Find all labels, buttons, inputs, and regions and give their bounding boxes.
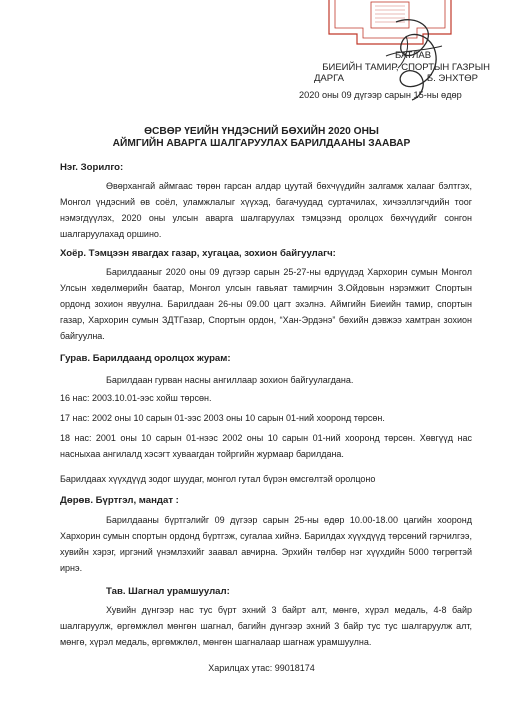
approval-date: 2020 оны 09 дүгээр сарын 15-ны өдөр xyxy=(299,90,462,100)
clothing-rule: Барилдаах хүүхдүүд зодог шуудаг, монгол гутал бүрэн өмсгөлтэй оролцоно xyxy=(60,474,376,484)
approval-heading: БАТЛАВ xyxy=(394,50,432,61)
document-title-line-1: ӨСВӨР ҮЕИЙН ҮНДЭСНИЙ БӨХИЙН 2020 ОНЫ xyxy=(144,126,379,137)
approval-position: ДАРГА xyxy=(314,73,344,84)
section-1-heading: Нэг. Зорилго: xyxy=(60,162,124,173)
section-2-heading: Хоёр. Тэмцээн явагдах газар, хугацаа, зохион байгуулагч: xyxy=(60,248,336,259)
section-2-paragraph: Барилдааныг 2020 оны 09 дүгээр сарын 25-27-ны өдрүүдэд Хархорин сумын Монгол Улсын хөдөлмөрийн баатар, Монгол улсын гавьяат тамирчин З.Ойдовын нэрэмжит Спортын ордонд зохион явуулна. Барилдаан 26-ны 09.00 цагт эхэлнэ. Аймгийн Биеийн тамир, спортын газар, Хархорин сумын ЗДТГазар, Спортын ордон, “Хан-Эрдэнэ” бөхийн дэвжээ хамтран зохион байгуулна. xyxy=(60,267,472,341)
approval-name: Б. ЭНХТӨР xyxy=(426,73,478,84)
section-5-heading: Тав. Шагнал урамшуулал: xyxy=(106,586,230,597)
age-class-16: 16 нас: 2003.10.01-ээс хойш төрсөн. xyxy=(60,393,212,403)
section-4-paragraph: Барилдааны бүртгэлийг 09 дүгээр сарын 25-ны өдөр 10.00-18.00 цагийн хооронд Хархорин сумын спортын ордонд бүртгэж, сугалаа хийнэ. Барилдах хүүхдүүд төрсөний гэрчилгээ, хувийн хэрэг, иргэний үнэмлэхийг заавал авчирна. Эрхийн төлбөр нэг хүүхдийн 5000 төгрөгтэй ирнэ. xyxy=(60,515,472,573)
signature xyxy=(376,16,446,102)
age-class-18: 18 нас: 2001 оны 10 сарын 01-нээс 2002 оны 10 сарын 01-ний хооронд төрсөн. Хөвгүүд нас насныхаа ангилалд хэсэгт хуваагдан тойргийн журмаар барилдана. xyxy=(60,433,472,459)
section-3-intro: Барилдаан гурван насны ангиллаар зохион байгуулагдана. xyxy=(106,375,354,385)
section-5-paragraph: Хувийн дүнгээр нас тус бүрт эхний 3 байрт алт, мөнгө, хүрэл медаль, 4-8 байр шалгаруулж, өргөмжлөл мөнгөн шагнал, багийн дүнгээр эхний 3 байр тус тус шалгаруулж алт, мөнгө, хүрэл медаль, өргөмжлөл, мөнгөн шагналаар шагнаж урамшуулна. xyxy=(60,605,472,647)
contact-phone: Харилцах утас: 99018174 xyxy=(208,663,315,673)
section-3-heading: Гурав. Барилдаанд оролцох журам: xyxy=(60,353,231,364)
age-class-17: 17 нас: 2002 оны 10 сарын 01-ээс 2003 оны 10 сарын 01-ний хооронд төрсөн. xyxy=(60,413,385,423)
section-1-paragraph: Өвөрхангай аймгаас төрөн гарсан алдар цуутай бөхчүүдийн залгамж халааг бэлтгэх, Монгол үндэсний өв соёл, уламжлалыг хүүхэд, багачуудад суртачилах, хичээллэгчдийн тоог нэмэгдүүлэх, 2020 оны улсын аварга шалгаруулах тэмцээнд оролцох бөхчүүдийг сонгон шалгаруулахад оршино. xyxy=(60,181,472,239)
section-4-heading: Дөрөв. Бүртгэл, мандат : xyxy=(60,495,179,506)
document-title-line-2: АЙМГИЙН АВАРГА ШАЛГАРУУЛАХ БАРИЛДААНЫ ЗААВАР xyxy=(112,138,411,149)
approval-organization: БИЕИЙН ТАМИР, СПОРТЫН ГАЗРЫН xyxy=(322,61,490,73)
